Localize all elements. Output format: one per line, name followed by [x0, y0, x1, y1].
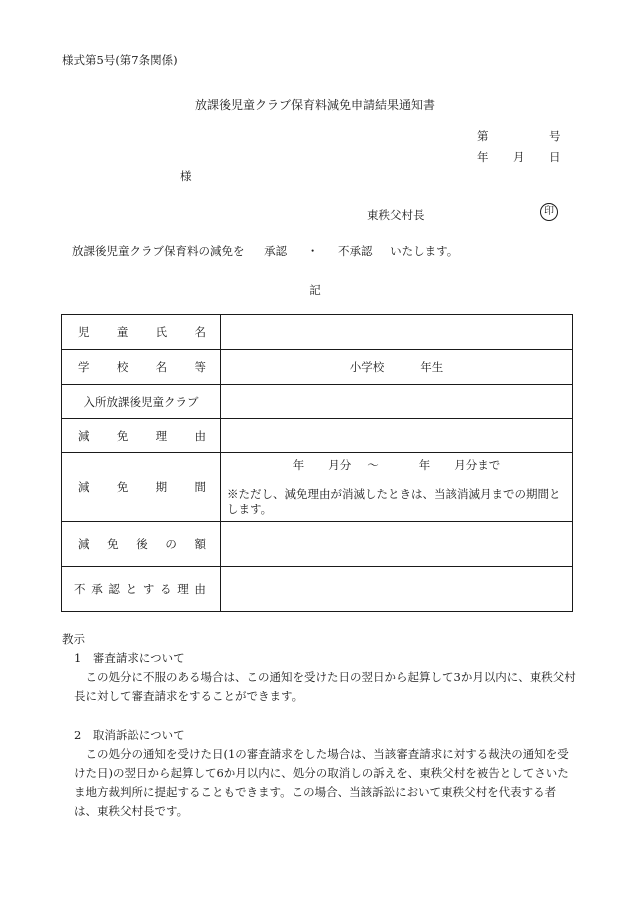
label-child-name: 児 童 氏 名	[78, 325, 206, 339]
value-reject-reason	[221, 567, 573, 612]
period-to-month: 月分まで	[454, 458, 501, 472]
period-range	[221, 457, 572, 473]
value-club	[221, 385, 573, 419]
note-label: 記	[309, 283, 321, 297]
row-child-name	[62, 315, 573, 350]
label-period: 減 免 期 間	[78, 480, 206, 494]
details-table	[61, 314, 573, 612]
section1-body: この処分に不服のある場合は、この通知を受けた日の翌日から起算して3か月以内に、東秩父村長に対して審査請求をすることができます。	[74, 670, 576, 703]
form-number-label: 様式第5号(第7条関係)	[62, 53, 178, 67]
section2-title: 2 取消訴訟について	[74, 728, 185, 742]
statement-prefix: 放課後児童クラブ保育料の減免を	[72, 244, 245, 258]
value-child-name	[221, 315, 573, 350]
row-after-amount	[62, 522, 573, 567]
row-club	[62, 385, 573, 419]
grade-unit: 年生	[420, 360, 444, 374]
value-after-amount	[221, 522, 573, 567]
period-from-year: 年	[292, 458, 305, 472]
number-prefix: 第	[477, 129, 489, 143]
date-month: 月	[513, 150, 525, 164]
row-reason	[62, 419, 573, 453]
period-note: ※ただし、減免理由が消滅したときは、当該消滅月までの期間とします。	[227, 487, 561, 516]
value-school	[221, 350, 573, 385]
row-reject-reason	[62, 567, 573, 612]
issuer-name: 東秩父村長	[367, 208, 425, 222]
seal-mark: 印	[540, 203, 558, 221]
statement-separator: ・	[306, 244, 319, 258]
section2-body: この処分の通知を受けた日(1の審査請求をした場合は、当該審査請求に対する裁決の通知を受けた日)の翌日から起算して6か月以内に、処分の取消しの訴えを、東秩父村を被告としてさいたま地方裁判所に提起することもできます。この場合、当該訴訟において東秩父村を代表する者は、東秩父村長です。	[74, 747, 569, 818]
date-year: 年	[477, 150, 489, 164]
number-suffix: 号	[549, 129, 561, 143]
label-reason: 減 免 理 由	[78, 428, 206, 443]
label-reject-reason: 不 承 認 と す る 理 由	[74, 582, 206, 596]
row-school	[62, 350, 573, 385]
label-after-amount: 減 免 後 の 額	[78, 537, 206, 551]
statement-reject: 不承認	[337, 244, 373, 258]
result-statement	[72, 243, 458, 259]
label-club: 入所放課後児童クラブ	[83, 394, 199, 409]
period-from-month: 月分	[328, 458, 352, 472]
section1-title: 1 審査請求について	[74, 651, 185, 665]
value-period	[221, 453, 573, 522]
addressee-suffix: 様	[180, 169, 192, 183]
statement-approve: 承認	[264, 244, 288, 258]
instructions-heading: 教示	[62, 632, 85, 646]
school-unit: 小学校	[349, 360, 385, 374]
period-tilde: ～	[367, 458, 379, 472]
statement-suffix: いたします。	[390, 244, 459, 258]
period-to-year: 年	[418, 458, 431, 472]
document-title: 放課後児童クラブ保育料減免申請結果通知書	[194, 98, 435, 112]
date-day: 日	[549, 150, 561, 164]
row-period	[62, 453, 573, 522]
instructions-section	[62, 630, 577, 821]
label-school-name: 学 校 名 等	[78, 360, 206, 374]
value-reason	[221, 419, 573, 453]
